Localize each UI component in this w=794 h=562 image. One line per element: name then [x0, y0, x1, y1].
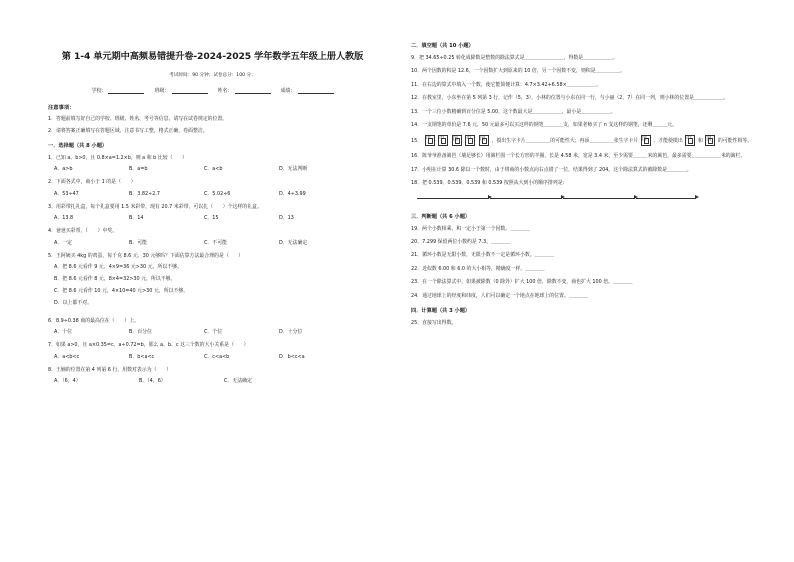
question-10: 10．两个因数的积是 12.6，一个因数扩大到原来的 10 倍，另一个因数不变，则积是＿＿＿＿＿。	[411, 68, 625, 75]
question-1: 1．已知 a、b>0，且 0.8×a=1.2×b，则 a 和 b 比较（ ）	[48, 155, 188, 161]
option[interactable]: D．以上都不对。	[54, 300, 93, 307]
question-9: 9．把 34.65÷0.25 转化成除数是整数的除法算式是＿＿＿＿＿＿＿＿，得数是＿＿＿＿＿＿。	[411, 55, 618, 61]
question-25: 25．直接写出得数。	[411, 320, 457, 327]
options-8	[54, 377, 377, 384]
option[interactable]: B．可能	[129, 239, 148, 246]
exam-title: 第 1-4 单元期中高频易错提升卷-2024-2025 学年数学五年级上册人教版	[61, 51, 364, 62]
option[interactable]: B．百分位	[129, 329, 152, 336]
question-6: 6．8.9÷0.38 商的最高位在（ ）上。	[48, 318, 140, 325]
option[interactable]: A．（6，4）	[54, 378, 81, 385]
option[interactable]: A．一定	[54, 239, 73, 246]
question-12: 12．在教室里，小东坐在第 5 列第 3 行，记作（5，3）。小林的位置与小东在同一行，与小丽（2，7）在同一列，则小林的位置是＿＿＿＿＿＿。	[411, 95, 729, 102]
option[interactable]: A．53÷47	[54, 190, 79, 197]
question-3: 3．用彩带扎礼盒，每个礼盒要用 1.5 米彩带，现有 20.7 米彩带，可以扎（ ）个这样的礼盒。	[48, 203, 262, 210]
option[interactable]: D．b<c<a	[279, 353, 305, 360]
option[interactable]: D．无法确定	[279, 239, 308, 246]
section-choice-heading: 一．选择题（共 8 小题）	[48, 143, 108, 149]
option[interactable]: B．a=b	[129, 166, 148, 173]
right-page	[397, 0, 794, 562]
question-23: 23．在一个除法算式中，如果被除数（0 除外）扩大 100 倍，除数不变，商也扩大 100 倍。＿＿＿＿	[411, 279, 633, 286]
exam-meta: 考试时间：90 分钟；试卷总分：100 分；	[169, 73, 256, 78]
option[interactable]: A．a<b<c	[54, 353, 80, 360]
option[interactable]: B．把 8.6 元看作 8 元，8×4=32>30 元，所以不够。	[54, 276, 176, 283]
class-field[interactable]: 班级：	[154, 87, 207, 94]
section-calc-heading: 四．计算题（共 3 小题）	[411, 308, 471, 315]
card-zhong-3: 中	[465, 135, 475, 146]
question-18: 18．把 0.539、0.539、0.539 和 0.539 按照从大到小的顺序排列是：	[411, 180, 568, 187]
question-20: 20．7.299 保留两位小数约是 7.3。＿＿＿＿	[411, 239, 511, 246]
question-22: 22．近似数 6.00 和 6.0 的大小相等，精确度一样。＿＿＿＿	[411, 265, 545, 272]
options-5	[54, 263, 377, 311]
option[interactable]: C．个位	[204, 329, 223, 336]
option[interactable]: A．把 8.6 元看作 9 元，4×9=36 元>30 元，所以不够。	[54, 264, 182, 271]
ordering-answer-line[interactable]	[417, 194, 772, 199]
question-13: 13．一个三位小数精确到百分位是 5.00，这个数最大是＿＿＿＿＿＿，最小是＿＿＿＿＿＿。	[411, 108, 616, 115]
name-field[interactable]: 姓名：	[218, 87, 271, 94]
card-guo-1: 国	[452, 135, 462, 146]
school-field[interactable]: 学校：	[91, 87, 144, 94]
card-zhong-1: 中	[425, 135, 435, 146]
option[interactable]: A．13.8	[54, 215, 74, 222]
section-judge-heading: 三．判断题（共 6 小题）	[411, 213, 471, 220]
option[interactable]: A．a>b	[54, 166, 73, 173]
question-17: 17．小明在计算 30.6 除以一个数时，由于将商的小数点向右点错了一位，结果得到了 204。这个除法算式的被除数是＿＿＿＿。	[411, 166, 692, 173]
question-7: 7．如果 a>0，且 a×0.35=c，a÷0.72=b，那么 a、b、c 这三个数的大小关系是（ ）	[48, 342, 249, 349]
option[interactable]: B．（4，6）	[139, 378, 166, 385]
question-5: 5．王阿姨买 4kg 的鸡蛋，每千克 8.6 元，30 元够吗？下面估算方法最合理的是（ ）	[48, 252, 244, 259]
score-field[interactable]: 成绩：	[281, 87, 334, 94]
options-4	[54, 239, 377, 246]
question-19: 19．两个小数相乘，积一定小于第一个因数。＿＿＿＿	[411, 225, 530, 232]
card-guo-3: 国	[641, 135, 651, 146]
options-3	[54, 214, 377, 221]
notice-2: 2．请将答案正确填写在答题区域，注意书写工整，格式正确，卷面整洁。	[48, 128, 208, 134]
option[interactable]: B．3.82÷2.7	[129, 190, 161, 197]
option[interactable]: D．无法判断	[279, 166, 308, 173]
option[interactable]: C．15	[204, 215, 219, 222]
options-2	[54, 190, 377, 197]
option[interactable]: C．无法确定	[224, 378, 252, 385]
option[interactable]: B．b<a<c	[129, 353, 155, 360]
question-8: 8．王楠的位置在第 4 列第 6 行，用数对表示为（ ）	[48, 366, 172, 373]
notice-heading: 注意事项：	[48, 105, 75, 111]
options-6	[54, 328, 377, 335]
options-1	[54, 165, 377, 172]
section-fill-heading: 二．填空题（共 10 小题）	[411, 43, 474, 49]
question-15: 15． 中 中 国 中 国 ，摸出生字卡片＿＿＿＿＿的可能性大；再添＿＿＿＿＿张生字卡片 国 ，才能使摸出 中 和 国 的可能性相等。	[411, 136, 753, 145]
question-4: 4．爸爸买彩票，（ ）中奖。	[48, 228, 118, 235]
option[interactable]: D．13	[279, 215, 294, 222]
option[interactable]: C．把 8.6 元看作 10 元，4×10=40 元>30 元，所以不够。	[54, 288, 189, 295]
card-zhong-4: 中	[685, 135, 695, 146]
question-24: 24．通过地球上的经度和纬度，人们可以确定一个地点在地球上的位置。＿＿＿＿	[411, 292, 589, 299]
question-11: 11．在右边的算式中填入一个数，使它能简便计算：4.7×3.42+6.58×＿＿＿＿＿＿。	[411, 81, 601, 88]
card-guo-2: 国	[479, 135, 489, 146]
card-guo-4: 国	[705, 135, 715, 146]
option[interactable]: C．a<b	[204, 166, 223, 173]
question-16: 16．陈爷爷准备篱笆（墙足够长）用篱栏围一个长方形的羊圈，长是 4.58 米，宽是 3.4 米，至少需要＿＿＿米的篱笆，最多需要＿＿＿＿＿＿米的篱栏。	[411, 153, 746, 160]
options-7	[54, 353, 377, 360]
option[interactable]: B．14	[129, 215, 144, 222]
student-info-fields	[48, 87, 377, 94]
option[interactable]: D．十分位	[279, 329, 303, 336]
question-14: 14．一支钢笔的单价是 7.6 元，50 元最多可以买这样的钢笔＿＿＿＿支，如果老师买了 n 支这样的钢笔，还剩＿＿＿元。	[411, 122, 677, 129]
option[interactable]: A．十位	[54, 329, 73, 336]
option[interactable]: D．4÷3.99	[279, 190, 306, 197]
option[interactable]: C．c<a<b	[204, 353, 230, 360]
question-2: 2．下面各式中，商小于 1 的是（ ）	[48, 179, 136, 186]
option[interactable]: C．5.02÷6	[204, 190, 231, 197]
card-zhong-2: 中	[438, 135, 448, 146]
question-21: 21．循环小数是无限小数，无限小数不一定是循环小数。＿＿＿＿	[411, 252, 555, 259]
notice-1: 1．答题前填写好自己的学校、班级、姓名、考号等信息，请写在试卷规定的位置。	[48, 116, 228, 122]
option[interactable]: C．不可能	[204, 239, 227, 246]
